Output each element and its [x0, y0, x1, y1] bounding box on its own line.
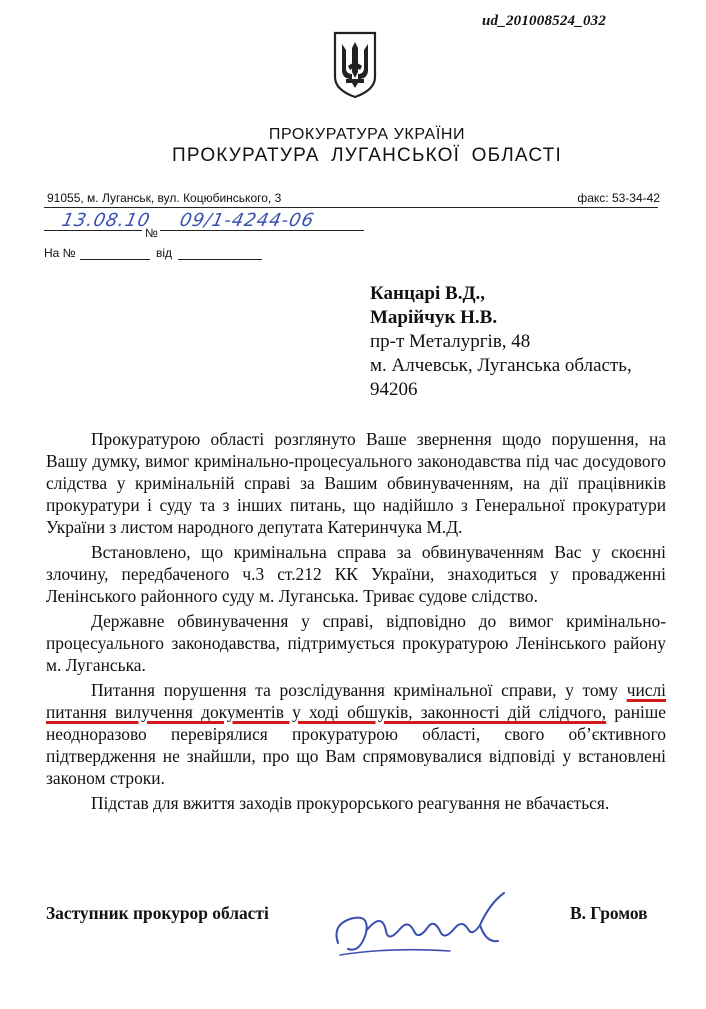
paragraph-5: Підстав для вжиття заходів прокурорського реагування не вбачається. [91, 793, 610, 813]
highlighted-passage: числі питання вилучення документів у ході обшуків, законності дій слідчого, [46, 680, 666, 722]
recipient-name-1: Канцарі В.Д., [370, 283, 486, 304]
document-id: ud_201008524_032 [482, 13, 607, 29]
paragraph-3: Державне обвинувачення у справі, відповідно до вимог кримінально-процесуального законодавства, підтримується прокуратурою Ленінського району м. Луганська. [46, 611, 666, 675]
paragraph-1: Прокуратурою області розглянуто Ваше звернення щодо порушення, на Вашу думку, вимог кримінально-процесуального законодавства під час досудового слідства у кримінальній справі за Вашим обвинуваченням, на дії працівників прокуратури і суду та з інших питань, що надійшло з Генеральної прокуратури України з листом народного депутата Катеринчука М.Д. [46, 429, 666, 537]
recipient-name-2: Марійчук Н.В. [370, 307, 498, 328]
header-divider [44, 207, 658, 208]
handwritten-signature [330, 885, 530, 965]
recipient-street: пр-т Металургів, 48 [370, 331, 531, 352]
outgoing-number: 09/1-4244-06 [177, 210, 317, 231]
org-address: 91055, м. Луганськ, вул. Коцюбинського, 3 [47, 191, 282, 205]
from-date-label: від [156, 246, 173, 260]
recipient-city: м. Алчевськ, Луганська область, [370, 355, 632, 376]
number-sign: № [145, 226, 158, 240]
paragraph-2: Встановлено, що кримінальна справа за обвинуваченням Вас у скоєнні злочину, передбаченого ч.3 ст.212 КК України, знаходиться у провадженні Ленінського районного суду м. Луганська. Триває судове слідство. [46, 542, 666, 606]
signatory-name: В. Громов [570, 903, 648, 923]
ukraine-trident-icon [330, 30, 380, 100]
recipient-block [370, 282, 632, 402]
paragraph-4-start: Питання порушення та розслідування кримінальної справи, у тому [91, 680, 627, 700]
reply-date-blank [178, 259, 262, 260]
org-fax: факс: 53-34-42 [577, 191, 660, 205]
letter-body [46, 428, 666, 817]
recipient-zip: 94206 [370, 379, 418, 400]
date-blank [44, 230, 142, 231]
paragraph-4 [46, 679, 666, 789]
org-name-luhansk: ПРОКУРАТУРА ЛУГАНСЬКОЇ ОБЛАСТІ [172, 145, 562, 166]
outgoing-date: 13.08.10 [59, 210, 153, 231]
reply-number-blank [80, 259, 150, 260]
reply-to-label: На № [44, 246, 76, 260]
org-name-ukraine: ПРОКУРАТУРА УКРАЇНИ [268, 126, 466, 143]
number-blank [160, 230, 364, 231]
signatory-title: Заступник прокурор області [46, 903, 269, 923]
paragraph-4-end: раніше неодноразово перевірялися прокуратурою області, свого об’єктивного підтвердження не знайшли, про що Вам спрямовувалися відповіді у встановлені законом строки. [46, 702, 666, 788]
